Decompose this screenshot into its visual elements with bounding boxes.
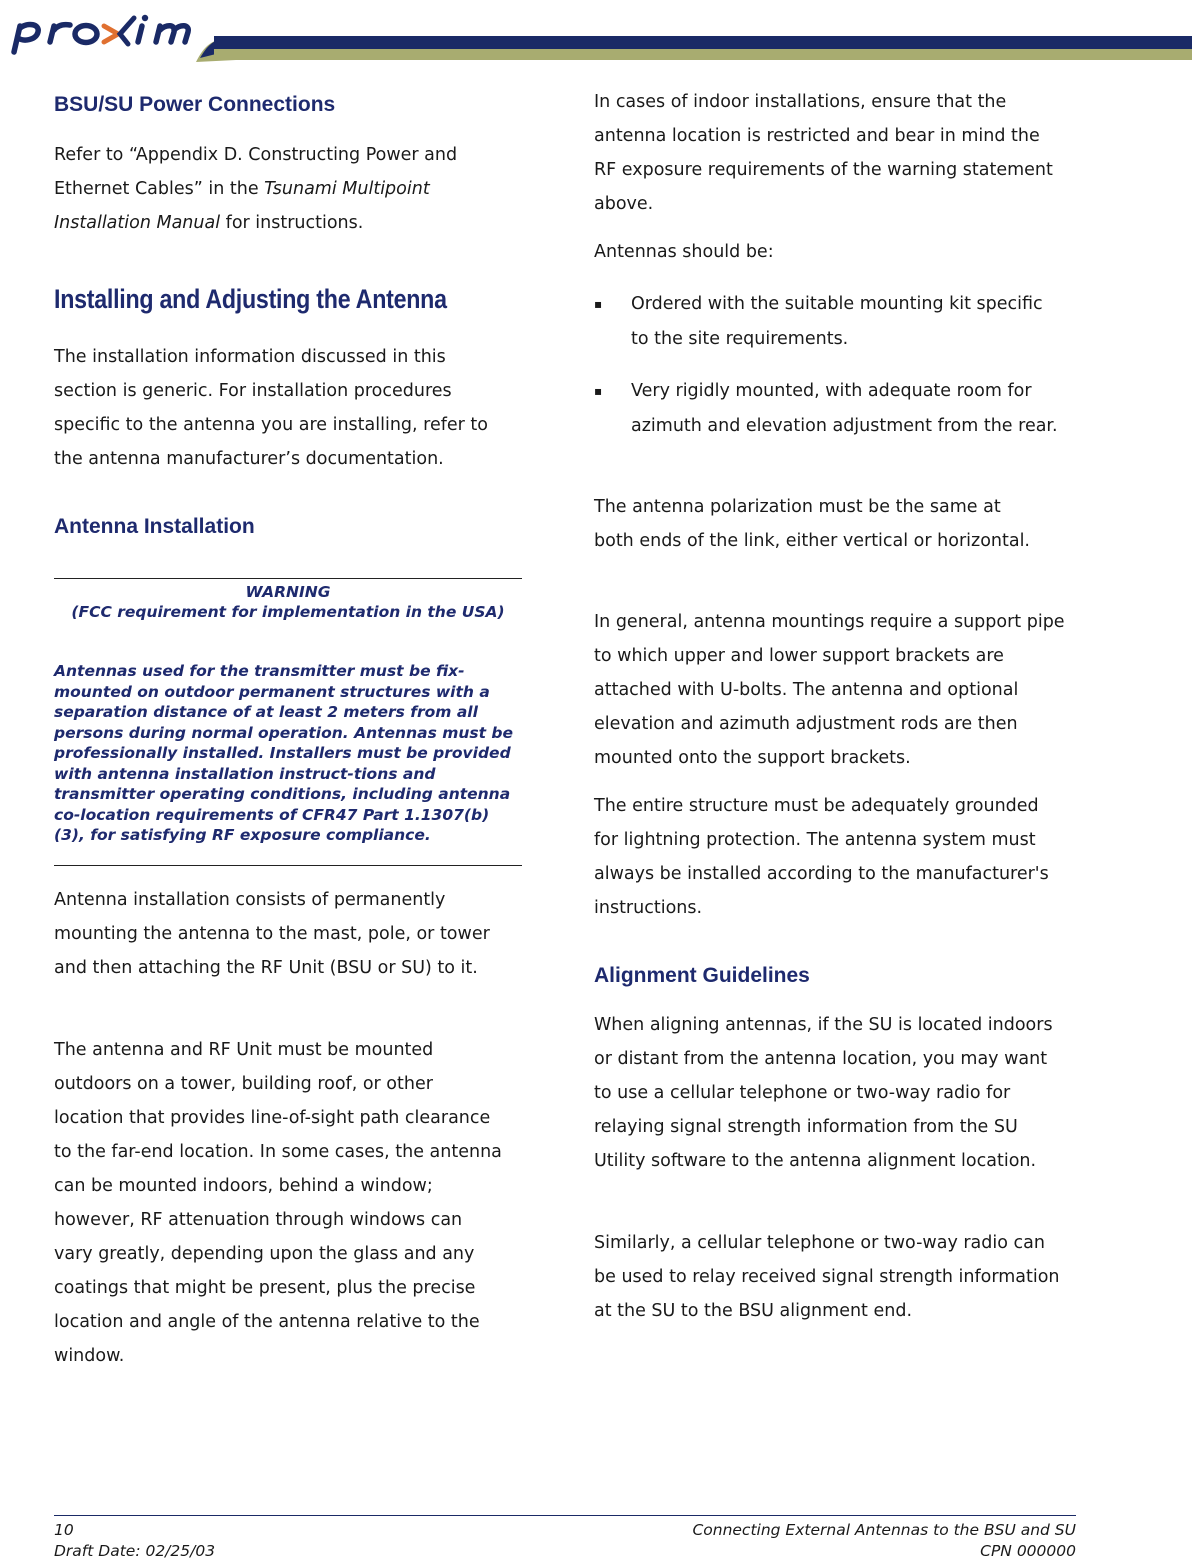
paragraph-antenna-mounted: The antenna and RF Unit must be mounted outdoors on a tower, building roof, or other location that provides line-of-sight path clearance to the far-end location. In some cases, the antenna can be mounted indoors, behind a window; however, RF attenuation through windows can vary greatly, depending upon the glass and any coatings that might be present, plus the precise location and angle of the antenna relative to the window.	[54, 1040, 502, 1366]
paragraph-installation-info: The installation information discussed in this section is generic. For installation procedures specific to the antenna you are installing, refer to the antenna manufacturer’s documentation.	[54, 347, 488, 469]
footer-cpn: CPN 000000	[980, 1542, 1076, 1560]
proxim-logo	[6, 12, 211, 60]
power-text-line2: Ethernet Cables” in the	[54, 179, 265, 199]
bullet-marker: ▪	[594, 297, 603, 311]
header-bar-olive	[214, 49, 1192, 60]
power-text-line1: Refer to “Appendix D. Constructing Power and	[54, 145, 458, 165]
bullet-text: Ordered with the suitable mounting kit specific to the site requirements.	[631, 294, 1043, 349]
warning-subtitle: (FCC requirement for implementation in the USA)	[71, 603, 505, 621]
paragraph-polarization: The antenna polarization must be the same at both ends of the link, either vertical or horizontal.	[594, 497, 1030, 551]
heading-antenna-installation: Antenna Installation	[54, 515, 255, 538]
warning-text: Antennas used for the transmitter must be fix-mounted on outdoor permanent structures with a separation distance of at least 2 meters from all persons during normal operation. Antennas must be professionally installed. Installers must be provided with antenna installation instruct-tions and transmitter operating conditions, including antenna co-location requirements of CFR47 Part 1.1307(b)(3), for satisfying RF exposure compliance.	[54, 662, 514, 844]
paragraph-mountings: In general, antenna mountings require a support pipe to which upper and lower support brackets are attached with U-bolts. The antenna and optional elevation and azimuth adjustment rods are then mounted onto the support brackets.	[594, 612, 1065, 768]
footer-chapter-title: Connecting External Antennas to the BSU and SU	[692, 1521, 1076, 1539]
footer-page-number: 10	[54, 1521, 74, 1539]
page-header	[0, 0, 1192, 70]
warning-title: WARNING	[245, 583, 331, 601]
power-text-line3: for instructions.	[220, 213, 364, 233]
paragraph-grounding: The entire structure must be adequately grounded for lightning protection. The antenna system must always be installed according to the manufacturer's instructions.	[594, 796, 1049, 918]
bullet-text: Very rigidly mounted, with adequate room for azimuth and elevation adjustment from the rear.	[631, 381, 1058, 436]
bullet-marker: ▪	[594, 384, 603, 398]
paragraph-power-connections	[54, 138, 524, 240]
paragraph-installation-consists: Antenna installation consists of permanently mounting the antenna to the mast, pole, or tower and then attaching the RF Unit (BSU or SU) to it.	[54, 890, 490, 978]
proxim-logo-mark	[6, 12, 211, 56]
paragraph-indoor-installations: In cases of indoor installations, ensure that the antenna location is restricted and bear in mind the RF exposure requirements of the warning statement above.	[594, 92, 1053, 214]
paragraph-antennas-should-be: Antennas should be:	[594, 242, 774, 262]
manual-title-part2: Installation Manual	[54, 213, 221, 233]
heading-alignment-guidelines: Alignment Guidelines	[594, 964, 810, 987]
heading-installing-antenna: Installing and Adjusting the Antenna	[54, 284, 447, 314]
footer-rule	[54, 1515, 1076, 1516]
manual-title-part1: Tsunami Multipoint	[264, 179, 430, 199]
warning-box	[54, 578, 522, 866]
paragraph-aligning-antennas: When aligning antennas, if the SU is located indoors or distant from the antenna location, you may want to use a cellular telephone or two-way radio for relaying signal strength information from the SU Utility software to the antenna alignment location.	[594, 1015, 1053, 1171]
heading-power-connections: BSU/SU Power Connections	[54, 93, 336, 116]
footer-draft-date: Draft Date: 02/25/03	[54, 1542, 216, 1560]
paragraph-similarly: Similarly, a cellular telephone or two-way radio can be used to relay received signal strength information at the SU to the BSU alignment end.	[594, 1233, 1060, 1321]
header-bar-navy	[214, 36, 1192, 49]
